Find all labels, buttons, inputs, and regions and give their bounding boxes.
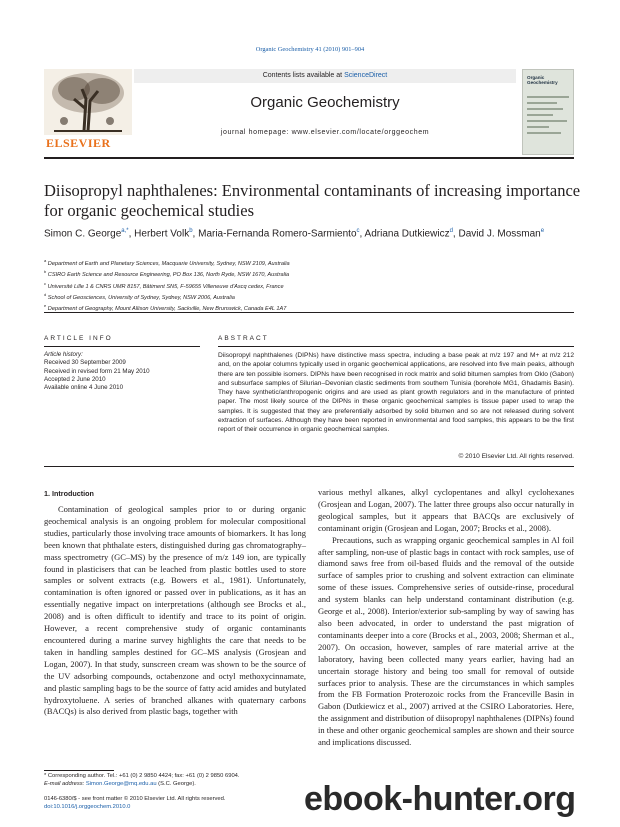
history-heading: Article history: [44,351,83,358]
author-name: David J. Mossman [458,228,541,240]
section-heading-introduction: 1. Introduction [44,489,94,498]
abstract-bottom-divider [44,466,574,467]
abstract-divider [218,346,574,347]
copyright-notice: © 2010 Elsevier Ltd. All rights reserved. [458,453,574,460]
email-line [44,781,314,789]
journal-reference[interactable]: Organic Geochemistry 41 (2010) 901–904 [255,46,365,53]
journal-cover-thumbnail [522,69,574,155]
affiliation-text: Department of Geography, Mount Allison University, Sackville, New Brunswick, Canada E4L 1A7 [47,305,287,312]
body-column-right [318,487,574,749]
journal-box [134,69,516,155]
author-affiliation-marker[interactable]: d [449,228,453,234]
author-affiliation-marker[interactable]: e [540,228,545,234]
email-label: E-mail address: [44,780,85,787]
article-title: Diisopropyl naphthalenes: Environmental contaminants of increasing importance for organic geochemical studies [44,181,581,220]
elsevier-tree-icon [44,69,132,135]
cover-title: Organic Geochemistry [527,75,558,85]
author-affiliation-marker[interactable]: c [356,228,360,234]
issn-line: 0146-6380/$ - see front matter © 2010 Elsevier Ltd. All rights reserved. [44,796,226,802]
body-paragraph: Precautions, such as wrapping organic geochemical samples in Al foil after sampling, non-use of plastic bags in contact with rock samples, use of diamond saws free from oil-based fluids and the removal of the outside surface of samples prior to crushing and solvent extraction can eliminate some of these issues. Comprehensive series of outside-rinse, procedural and system blanks can help understand contaminant distribution (e.g. George et al., 2008). Interior/exterior sub-sampling by way of sawing has also been advocated, in order to understand the past migration of contaminants deeper into a core (Brocks et al., 2003, 2008; Sherman et al., 2007). On occasion, however, samples of rare material arrive at the laboratory, having been collected many years earlier, having had an uncertain storage history and being too small for removal of outside surfaces prior to analysis. These are the circumstances in which samples from the FB Formation Proterozoic rocks from the Franceville Basin in Gabon (Dutkiewicz et al., 2007) arrived at the CSIRO Laboratories. Here, the assignment and distribution of diisopropyl naphthalenes (DIPNs) found in these and other organic geochemical samples are shown and their source and implications discussed. [318,534,574,748]
watermark: ebook-hunter.org [304,780,576,818]
author-affiliation-marker[interactable]: a,* [121,228,129,234]
affiliation-item [44,280,589,291]
author-name: Simon C. George [44,228,122,240]
contents-bar [134,69,516,83]
history-online: Available online 4 June 2010 [44,384,124,392]
cover-art-icon [523,90,573,150]
front-matter [44,796,314,812]
email-suffix: (S.C. George). [156,780,196,787]
history-received: Received 30 September 2009 [44,359,126,367]
affiliation-item [44,257,589,268]
affiliation-marker: d [44,291,47,297]
footnote [44,773,314,789]
affiliation-item [44,268,589,279]
author-name: Maria-Fernanda Romero-Sarmiento [198,228,357,240]
body-column-left [44,504,306,718]
history-accepted: Accepted 2 June 2010 [44,375,106,383]
body-paragraph: Contamination of geological samples prior to or during organic geochemical analysis is an ongoing problem for molecular compositional studies, particularly those involving trace amounts of biomarkers. It has long been known that phthalate esters, distinguished during gas chromatography–mass spectrometry (GC–MS) by the presence of m/z 149 ion, are typically found in plasticisers that can be leached from plastic bottles used to store samples or solvent extracts (e.g. Bowers et al., 1981). Unfortunately, contamination is often ignored or passed over in publications, as it has an essentially negative impact on interpretations (although see Brocks et al., 2008) and is often difficult to identify and trace to its point of origin. However, a recent comprehensive study of organic contaminants encountered during a marine survey highlights the care that needs to be taken in handling samples destined for GC–MS analysis (Grosjean and Logan, 2007). In that study, sunscreen cream was shown to be the source of the UV adsorbing compounds, octabenzone and octyl methoxycinnamate, and plastic sampling bags to be the source of fatty acid amides and butylated hydroxytoluene. A series of branched alkanes with quaternary carbons (BACQs) is also derived from plastic bags, together with [44,504,306,717]
affiliation-text: CSIRO Earth Science and Resource Engineering, PO Box 136, North Ryde, NSW 1670, Australia [47,272,290,279]
body-paragraph: various methyl alkanes, alkyl cyclopentanes and alkyl cyclohexanes (Grosjean and Logan, 2007). The latter three groups also occur naturally in geological samples, but it appears that BACQs are exclusively of contaminant origin (Grosjean and Logan, 2007; Brocks et al., 2008). [318,487,574,533]
article-info-divider [44,346,200,347]
affiliation-text: Department of Earth and Planetary Sciences, Macquarie University, Sydney, NSW 2109, Australia [47,260,290,267]
author-affiliation-marker[interactable]: b [189,228,193,234]
email-link[interactable]: Simon.George@mq.edu.au [85,780,157,787]
author-list: Simon C. George$^{a,*}$, Herbert Volk$^b$, Maria-Fernanda Romero-Sarmiento$^c$, Adriana Dutkiewicz$^d$, David J. Mossman$^e$ [44,228,545,240]
article-history [44,351,204,392]
journal-header [44,69,574,155]
affiliation-marker: e [44,303,47,309]
publisher-wordmark: ELSEVIER [46,136,111,150]
history-revised: Received in revised form 21 May 2010 [44,367,150,375]
abstract-text: Diisopropyl naphthalenes (DIPNs) have distinctive mass spectra, including a base peak at m/z 197 and M+ at m/z 212 and, on the apolar columns typically used in organic geochemical applications, are resolved into five main peaks, although there are ten possible isomers. DIPNs have been recognised in rock matrix and solid bitumen samples from Oklo (Gabon) and subsurface samples of Silurian–Devonian clastic sediments from southern Tunisia (borehole MG1, Ghadamis Basin). They have synthetic/anthropogenic origins and are used as plant growth regulators and in the manufacture of printed paper. The most likely source of the DIPNs in these organic geochemical samples is tissue paper used to wrap the samples. It is suggested that they are preferentially adsorbed by solid bitumen and so are not released during solvent extraction of surfaces. Although they have been reported in environmental and food samples, this appears to be the first report of their occurrence in organic geochemical samples. [218,352,574,434]
affiliation-marker: c [44,280,46,286]
affiliation-marker: b [44,269,47,275]
affiliation-marker: a [44,258,47,263]
journal-homepage [134,129,516,136]
article-info-heading: ARTICLE INFO [44,335,113,342]
author-name: Adriana Dutkiewicz [364,228,450,240]
homepage-prefix: journal homepage: [220,129,292,136]
homepage-link[interactable]: www.elsevier.com/locate/orggeochem [291,129,430,136]
author-name: Herbert Volk [134,228,190,240]
corresponding-author-note: * Corresponding author. Tel.: +61 (0) 2 9850 4424; fax: +61 (0) 2 9850 6904. [44,773,240,779]
abstract-heading: ABSTRACT [218,335,269,342]
doi-link[interactable]: doi:10.1016/j.orggeochem.2010.0 [44,803,131,810]
affiliation-item [44,291,589,302]
journal-title: Organic Geochemistry [250,94,400,111]
affiliation-text: Université Lille 1 & CNRS UMR 8157, Bâtiment SN5, F-59655 Villeneuve d'Ascq cedex, France [47,283,284,290]
affiliation-divider [44,312,574,313]
affiliation-text: School of Geosciences, University of Sydney, Sydney, NSW 2006, Australia [47,294,235,301]
footnote-divider [44,770,114,771]
header-divider [44,157,574,159]
sciencedirect-link[interactable]: ScienceDirect [344,72,388,79]
contents-prefix: Contents lists available at [262,72,345,79]
affiliation-list [44,257,589,313]
elsevier-logo [44,69,132,155]
